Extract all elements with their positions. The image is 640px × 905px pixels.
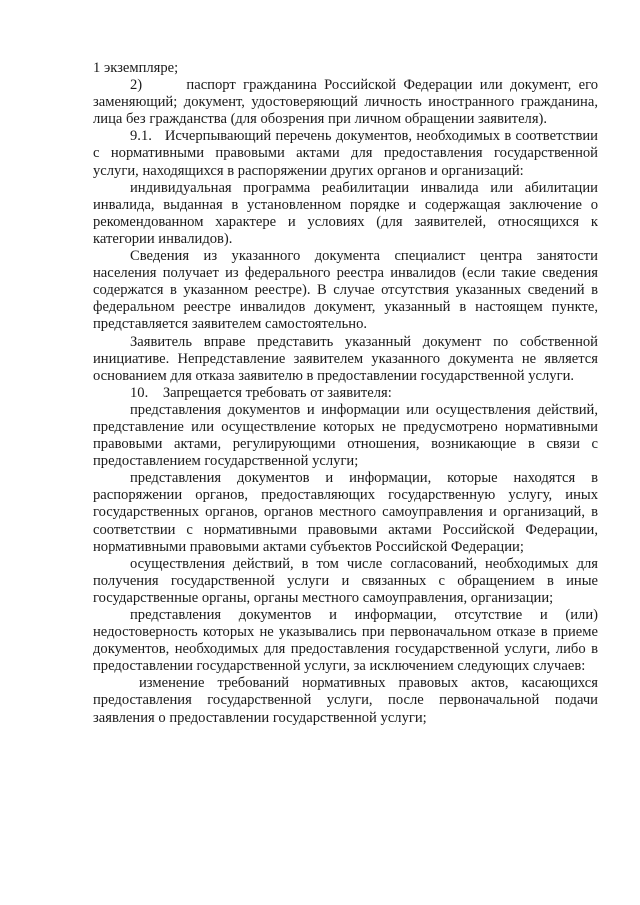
- paragraph-registry-info: Сведения из указанного документа специалист центра занятости населения получает из федерального реестра инвалидов (если такие сведения содержатся в указанном реестре). В случае отсутствия указанных сведений в федеральном реестре инвалидов документ, указанный в настоящем пункте, представляется заявителем самостоятельно.: [93, 248, 598, 333]
- paragraph-own-initiative: Заявитель вправе представить указанный документ по собственной инициативе. Непредставление заявителем указанного документа не является основанием для отказа заявителю в предоставлении государственной услуги.: [93, 333, 598, 384]
- document-body: [93, 60, 598, 727]
- paragraph-prohibition-3: осуществления действий, в том числе согласований, необходимых для получения государственной услуги и связанных с обращением в иные государственные органы, органы местного самоуправления, организации;: [93, 555, 598, 606]
- paragraph-exception-1: изменение требований нормативных правовых актов, касающихся предоставления государственной услуги, после первоначальной подачи заявления о предоставлении государственной услуги;: [93, 675, 598, 726]
- paragraph-rehab-program: индивидуальная программа реабилитации инвалида или абилитации инвалида, выданная в установленном порядке и содержащая заключение о рекомендованном характере и условиях (для заявителей, относящихся к категории инвалидов).: [93, 179, 598, 247]
- paragraph-prohibition-4: представления документов и информации, отсутствие и (или) недостоверность которых не указывались при первоначальном отказе в приеме документов, необходимых для предоставления государственной услуги, либо в предоставлении государственной услуги, за исключением следующих случаев:: [93, 607, 598, 675]
- paragraph-prohibition-1: представления документов и информации или осуществления действий, представление или осуществление которых не предусмотрено нормативными правовыми актами, регулирующими отношения, возникающие в связи с предоставлением государственной услуги;: [93, 401, 598, 470]
- paragraph-copies: 1 экземпляре;: [93, 60, 179, 76]
- paragraph-9-1: 9.1. Исчерпывающий перечень документов, необходимых в соответствии с нормативными правовыми актами для предоставления государственной услуги, находящихся в распоряжении других органов и организаций:: [93, 128, 598, 179]
- paragraph-prohibition-2: представления документов и информации, которые находятся в распоряжении органов, предоставляющих государственную услугу, иных государственных органов, органов местного самоуправления и организаций, в соответствии с нормативными правовыми актами Российской Федерации, нормативными правовыми актами субъектов Российской Федерации;: [93, 470, 598, 555]
- paragraph-10: 10. Запрещается требовать от заявителя:: [130, 384, 392, 401]
- paragraph-passport: 2) паспорт гражданина Российской Федерации или документ, его заменяющий; документ, удостоверяющий личность иностранного гражданина, лица без гражданства (для обозрения при личном обращении заявителя).: [93, 77, 598, 128]
